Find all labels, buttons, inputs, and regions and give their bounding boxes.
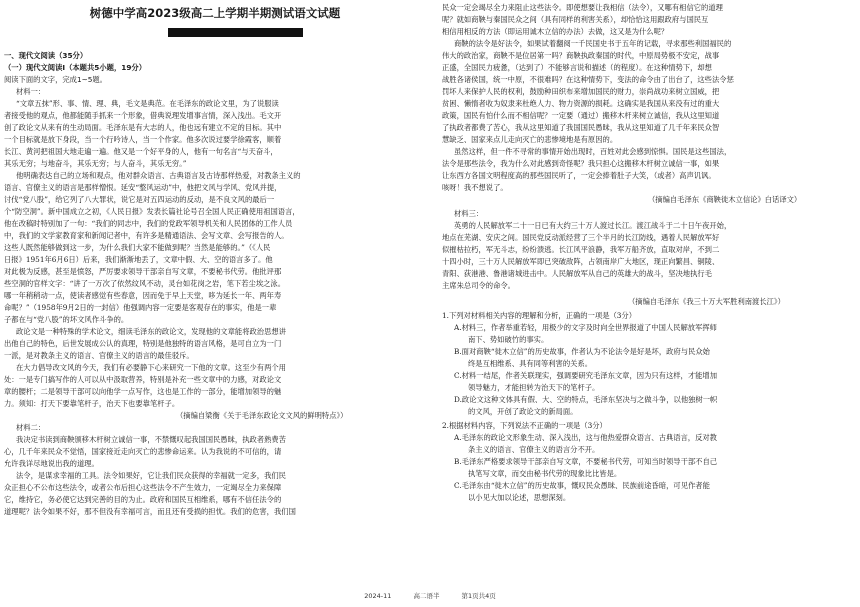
footer-subject: 高二语半 xyxy=(413,592,440,600)
text-line: 以小见大加以论述，思想深刻。 xyxy=(468,493,571,502)
text-line: 一、现代文阅读（35分） xyxy=(4,51,88,60)
text-line: A.材料三，作者举重若轻，用极少的文字及时向全世界报道了中国人民解放军挥师 xyxy=(454,323,717,332)
text-line: 长江、黄河把祖国大地走遍一遍。他又是一个好平身的人，他有一句名言“与天奋斗， xyxy=(4,147,278,156)
text-line: 主席朱总司令的命令。 xyxy=(442,281,515,290)
text-line: 章的腰杆；二是领导干部可以向他学一点写作，这也是工作的一部分，能增加领导的魅 xyxy=(4,387,282,396)
text-line: 青阳、荻港港、鲁港诸城进击中。人民解放军从自己的英雄大的战斗，坚决地执行毛 xyxy=(442,269,712,278)
text-line: 些空洞的官样文字：“讲了一万次了依然纹风不动，灵台如花岗之岩，笔下若尘埃之泳。 xyxy=(4,279,286,288)
text-line: 中，我们的文学家教育家和新闻记者中，有许多是精通语法、会写文章、会写报告的人。 xyxy=(4,231,289,240)
text-line: 处：一是专门搞写作的人可以从中汲取营养，特别是补充一些文章中的力感，对政论文 xyxy=(4,375,282,384)
text-line: 咳呀！我不想说了。 xyxy=(442,183,508,192)
text-line: 英勇的人民解放军二十一日已有大约三十万人渡过长江。渡江战斗于二十日午夜开始， xyxy=(454,221,732,230)
text-line: 终是互相维系、具有同等利害的关系。 xyxy=(468,359,593,368)
text-line: 众正担心不公布这些法令，或者公布后担心这些法令不产生效力，一定竭尽全力来保障 xyxy=(4,483,282,492)
text-line: 南下、势如破竹的事实。 xyxy=(468,335,549,344)
text-line: 正盛，全国民力疲惫，（达到了）不能够言说和描述（的程度）。在这种情势下，却想 xyxy=(442,63,712,72)
footer-page: 第1页共4页 xyxy=(461,592,496,600)
text-line: 领导魅力，才能担转为治天下的笔杆子。 xyxy=(468,383,600,392)
text-line: 力。须知：打天下要靠笔杆子，治天下也要靠笔杆子。 xyxy=(4,399,180,408)
text-line: 战胜各诸侯国，统一中原，不很难吗？在这种情势下，变法的命令由了出台了，这些法令惩 xyxy=(442,75,734,84)
text-line: 创了政论文从来有的生动局面。毛泽东是有大志的人，他也远有建立不定的目标。其中 xyxy=(4,123,282,132)
text-line: 语言、官僚主义的语言是那样憎恨。延安“整风运动”中，他把文风与学风、党风并提， xyxy=(4,183,282,192)
text-line: 慧缺乏、国家来点儿走向灭亡的悲惨境地是有原因的。 xyxy=(442,135,618,144)
text-line: 2.根据材料内容，下列说法不正确的一项是（3分） xyxy=(442,421,607,430)
text-line: 他在改稿时特别加了一句：“我们的同志中，我们的党政军领导机关和人民团体的工作人员 xyxy=(4,219,293,228)
text-line: 政论文是一种特殊的学术论文，细读毛泽东的政论文，发现他的文章能将政治思想讲 xyxy=(16,327,286,336)
text-line: 材料二： xyxy=(16,423,46,432)
text-line: 执笔写文章，而交由秘书代劳的现象比比皆是。 xyxy=(468,469,622,478)
text-line: B.面对商鞅“徙木立信”的历史故事，作者认为不论法令是好是坏，政府与民众始 xyxy=(454,347,710,356)
text-line: D.政论文这种文体具有假、大、空的特点，毛泽东坚决与之做斗争，以他独树一帜 xyxy=(454,395,718,404)
footer-date: 2024-11 xyxy=(364,592,392,600)
text-line: “文章五抹”形、事、情、理、典，毛文是典范。在毛泽东的政论文里，为了说服读 xyxy=(16,99,279,108)
text-line: 道理呢？法令如果不好，那不但没有幸福可言，而且还有受损的担忧。我们的危害，我们国 xyxy=(4,507,296,516)
text-line: 出他自己的特色，后世发展成公认的真理，特别是他独特的语言风格，是可自立为一门 xyxy=(4,339,282,348)
text-line: 这些人既然能够做到这一步，为什么我们大家不能做到呢？当然是能够的。”（《人民 xyxy=(4,243,271,252)
text-line: 罚坏人来保护人民的权利，鼓励种田织布来增加国民的财力，崇尚战功来树立国威，把 xyxy=(442,87,720,96)
text-line: （摘编自毛泽东《我三十万大军胜利南渡长江》） xyxy=(628,297,785,306)
text-line: 日报》1951年6月6日）后来，我们渐渐地丢了，文章中假、大、空的语言多了。他 xyxy=(4,255,273,264)
text-line: 相信用相反的方法（即运用诚木立信的办法）去做，这又是为什么呢？ xyxy=(442,27,669,36)
text-line: 地点在芜湖、安庆之间。国民党反动派经营了三个半月的长江防线，遇着人民解放军好 xyxy=(442,233,720,242)
text-line: （摘编自毛泽东《商鞅徙木立信论》白话译文） xyxy=(648,195,802,204)
text-line: 商鞅的法令是好法令，如果试着翻阅一千民国史书于五年的记载，寻求那些利国福民的 xyxy=(454,39,732,48)
text-line: 个“防空洞”。新中国成立之初，《人民日报》发表长篇社论号召全国人民正确使用祖国语言， xyxy=(4,207,300,216)
text-line: 阅读下面的文字，完成1~5题。 xyxy=(4,75,107,84)
text-line: 我决定书读到商鞅颁移木杆树立诚信一事，不禁慨叹起我国国民愚昧，执政者熟费苦 xyxy=(16,435,286,444)
text-line: 伟大的政治家，商鞅不是位居第一吗？商鞅执政秦国的时代，中原局势极不安定，战事 xyxy=(442,51,720,60)
text-line: 民众一定会竭尽全力来阻止这些法令。即使想要让我相信（法令），又哪有相信它的道理 xyxy=(442,3,723,12)
text-line: 一个目标就是放下身段，当一个行吟诗人，当一个作家。他多次说过要学徐霞客，顺着 xyxy=(4,135,282,144)
text-line: 讨伐“党八股”，给它列了八大罪状，说它是对五四运动的反动，是不良文风的最后一 xyxy=(4,195,275,204)
text-line: 贫困、懒惰者收为奴隶来杜绝人力、物力资源的损耗。这确实是我国从来没有过的重大 xyxy=(442,99,720,108)
text-line: 其乐无穷；与地奋斗，其乐无穷；与人奋斗，其乐无穷。” xyxy=(4,159,187,168)
text-line: 允许我详尽地说出我的道理。 xyxy=(4,459,99,468)
text-line: 他明确表达自己的立场和观点，他对群众语言、古典语言及古诗那样热爱，对教条主义的 xyxy=(16,171,301,180)
text-line: 它，维持它，务必使它达到完善的目的为止。政府和国民互相维系，哪有不信任法令的 xyxy=(4,495,282,504)
text-line: 似摧枯拉朽，军无斗志，纷纷溃逃。长江风平浪静，我军万船齐放，直取对岸，不到二 xyxy=(442,245,720,254)
text-line: 子都在与“党八股”的坏文风作斗争的。 xyxy=(4,315,129,324)
text-line: 了执政者都费了苦心，我从这里知道了我国国民愚昧，我从这里知道了几千年来民众智 xyxy=(442,123,720,132)
text-line: 命呢？”（1958年9月2日的一封信）他强调内容一定要是客观存在的事实，他是一辈 xyxy=(4,303,277,312)
text-line: 法令是那些法令，我为什么对此感到奇怪呢？我只担心这搬移木杆树立诚信一事，如果 xyxy=(442,159,720,168)
text-line: 在大力倡导改文风的今天，我们有必要静下心来研究一下他的文章。这至少有两个用 xyxy=(16,363,286,372)
text-line: 一派，是对教条主义的语言、官僚主义的语言的最佳驳斥。 xyxy=(4,351,194,360)
text-line: 政策，国民有怕什么而不相信呢？一定要（通过）搬移木杆来树立诚信，我从这里知道 xyxy=(442,111,720,120)
text-line: （一）现代文阅读Ⅰ（本题共5小题，19分） xyxy=(4,63,146,72)
text-line: 材料三： xyxy=(454,209,484,218)
text-line: 者接受他的观点，他都能随手抓来一个形象，借典说理发增事言情，深入浅出。毛文开 xyxy=(4,111,282,120)
text-line: 十四小时，三十万人民解放军即已突破敌阵，占领南岸广大地区，现正向繁昌、铜陵、 xyxy=(442,257,720,266)
text-line: 让东西方各国文明程度高的那些国民听了，一定会捧着肚子大笑，（或者）高声讥讽。 xyxy=(442,171,716,180)
page-title: 树德中学高2023级高二上学期半期测试语文试题 xyxy=(89,6,341,20)
text-line: C.材料一结尾，作者关联现实，强调要研究毛泽东文章，因为只有这样，才能增加 xyxy=(454,371,718,380)
text-line: 呢？就如商鞅与秦国民众之间（具有同样的利害关系），却恰恰这用跟政府与国民互 xyxy=(442,15,709,24)
redaction-bar xyxy=(168,28,303,37)
text-line: 的文风，开创了政论文的新局面。 xyxy=(468,407,578,416)
text-line: 虽然这样，但一件不寻常的事情开始出现时，百姓对此会感到惊惧。国民是这些国法， xyxy=(454,147,732,156)
text-line: B.毛泽东严格要求领导干部亲自写文章，不要秘书代劳，可知当时领导干部不自己 xyxy=(454,457,718,466)
text-line: A.毛泽东的政论文形象生动、深入浅出，这与他热爱群众语言、古典语言，反对教 xyxy=(454,433,717,442)
page-footer xyxy=(0,591,860,600)
text-line: 条主义的语言、官僚主义的语言分不开。 xyxy=(468,445,600,454)
text-line: （摘编自梁衡《关于毛泽东政论文文风的鲜明特点》） xyxy=(176,411,348,420)
text-line: 1.下列对材料相关内容的理解和分析，正确的一项是（3分） xyxy=(442,311,637,320)
text-line: C.毛泽东由“徙木立信”的历史故事，慨叹民众愚昧、民族前途昏暗，可见作者能 xyxy=(454,481,710,490)
text-line: 哪一年稍稍动一点，使读者感觉有些春意，因而免于早上天堂，哆为延长一年、两年寿 xyxy=(4,291,282,300)
text-line: 材料一： xyxy=(16,87,46,96)
text-line: 对此极为反感，甚至是愤怒，严厉要求领导干部亲自写文章，不要秘书代劳。他批评那 xyxy=(4,267,282,276)
text-line: 法令，是谋求幸福的工具。法令如果好，它让我们民众获得的幸福就一定多，我们民 xyxy=(16,471,286,480)
text-line: 心，几千年来民众不觉悟，国家接近走向灭亡的悲惨命运来。认为我说的不可信的，请 xyxy=(4,447,282,456)
